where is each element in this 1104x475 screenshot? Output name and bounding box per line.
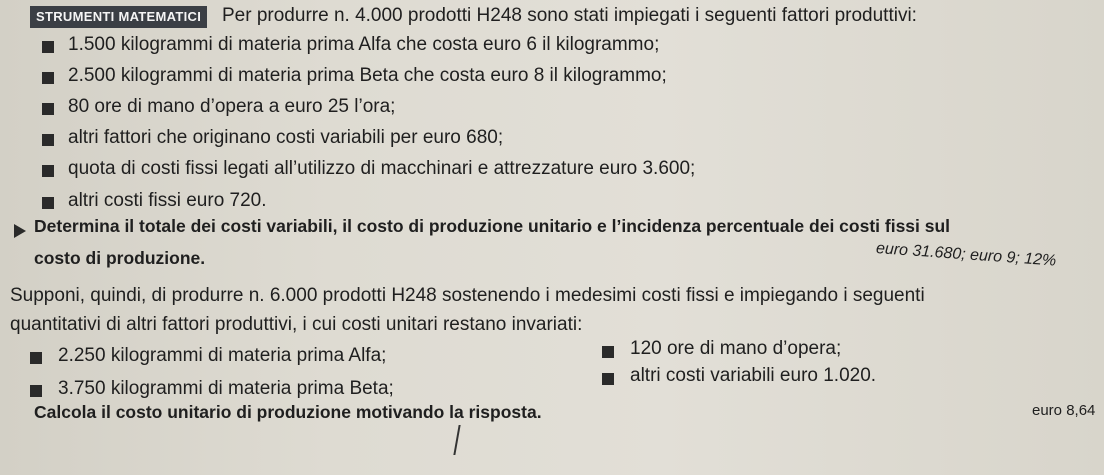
bullet-icon — [602, 346, 614, 358]
bullet-icon — [30, 352, 42, 364]
task-1-line-2: costo di produzione. — [34, 248, 206, 268]
task-1-line-1: Determina il totale dei costi variabili, il costo di produzione unitario e l’incidenza percentuale dei costi fissi sul — [34, 216, 951, 236]
factor-item: 80 ore di mano d’opera a euro 25 l’ora; — [68, 96, 396, 117]
part-2-item-left: 2.250 kilogrammi di materia prima Alfa; — [58, 345, 387, 366]
pencil-mark — [453, 425, 463, 455]
part-2-item-right: altri costi variabili euro 1.020. — [630, 365, 877, 386]
bullet-icon — [42, 72, 54, 84]
factor-item: altri fattori che originano costi variabili per euro 680; — [68, 127, 504, 148]
part-2-line-1: Supponi, quindi, di produrre n. 6.000 prodotti H248 sostenendo i medesimi costi fissi e impiegando i seguenti — [10, 285, 925, 306]
part-2-item-right: 120 ore di mano d’opera; — [630, 338, 842, 359]
bullet-icon — [30, 385, 42, 397]
problem-intro: Per produrre n. 4.000 prodotti H248 sono stati impiegati i seguenti fattori produttivi: — [222, 5, 917, 26]
task-2-text: Calcola il costo unitario di produzione motivando la risposta. — [34, 402, 542, 422]
bullet-icon — [42, 165, 54, 177]
task-2-answer: euro 8,64 — [1032, 402, 1096, 419]
part-2-line-2: quantitativi di altri fattori produttivi, i cui costi unitari restano invariati: — [10, 314, 583, 335]
factor-item: 1.500 kilogrammi di materia prima Alfa che costa euro 6 il kilogrammo; — [68, 34, 660, 55]
bullet-icon — [42, 41, 54, 53]
bullet-icon — [42, 103, 54, 115]
factor-item: 2.500 kilogrammi di materia prima Beta che costa euro 8 il kilogrammo; — [68, 65, 667, 86]
bullet-icon — [42, 197, 54, 209]
bullet-icon — [42, 134, 54, 146]
section-tag: STRUMENTI MATEMATICI — [30, 6, 207, 28]
task-1-answer: euro 31.680; euro 9; 12% — [875, 240, 1057, 270]
factor-item: quota di costi fissi legati all’utilizzo di macchinari e attrezzature euro 3.600; — [68, 158, 696, 179]
bullet-icon — [602, 373, 614, 385]
part-2-item-left: 3.750 kilogrammi di materia prima Beta; — [58, 378, 394, 399]
triangle-arrow-icon — [14, 224, 26, 238]
factor-item: altri costi fissi euro 720. — [68, 190, 267, 211]
